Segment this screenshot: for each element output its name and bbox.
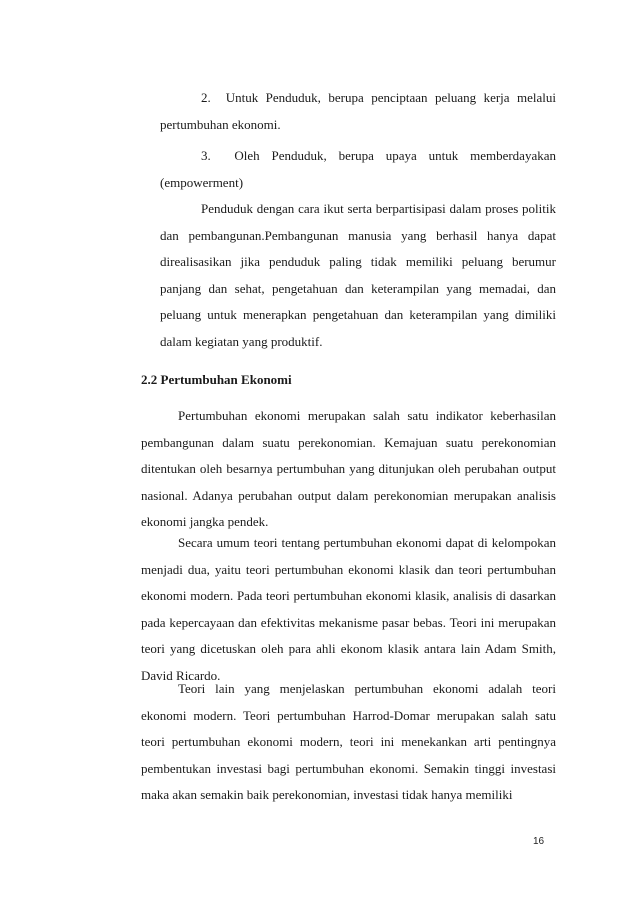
list-item-2-number: 2. bbox=[201, 90, 211, 105]
continuation-paragraph: Penduduk dengan cara ikut serta berpartisipasi dalam proses politik dan pembangunan.Pembangunan manusia yang berhasil hanya dapat direalisasikan jika penduduk paling tidak memiliki peluang berumur panjang dan sehat, pengetahuan dan keterampilan yang memadai, dan peluang untuk menerapkan pengetahuan dan keterampilan yang dimiliki dalam kegiatan yang produktif. bbox=[160, 201, 556, 349]
list-item-2 bbox=[160, 85, 556, 138]
paragraph-3: Teori lain yang menjelaskan pertumbuhan ekonomi adalah teori ekonomi modern. Teori pertumbuhan Harrod-Domar merupakan salah satu teori pertumbuhan ekonomi modern, teori ini menekankan arti pentingnya pembentukan investasi bagi pertumbuhan ekonomi. Semakin tinggi investasi maka akan semakin baik perekonomian, investasi tidak hanya memiliki bbox=[141, 681, 556, 803]
list-item-3 bbox=[160, 143, 556, 196]
list-item-3-number: 3. bbox=[201, 148, 211, 163]
paragraph-1: Pertumbuhan ekonomi merupakan salah satu indikator keberhasilan pembangunan dalam suatu perekonomian. Kemajuan suatu perekonomian ditentukan oleh besarnya pertumbuhan yang ditunjukan oleh perubahan output nasional. Adanya perubahan output dalam perekonomian merupakan analisis ekonomi jangka pendek. bbox=[141, 408, 556, 530]
list-item-3-text: Oleh Penduduk, berupa upaya untuk memberdayakan (empowerment) bbox=[160, 148, 556, 190]
page-number: 16 bbox=[533, 836, 545, 847]
paragraph-2: Secara umum teori tentang pertumbuhan ekonomi dapat di kelompokan menjadi dua, yaitu teori pertumbuhan ekonomi klasik dan teori pertumbuhan ekonomi modern. Pada teori pertumbuhan ekonomi klasik, analisis di dasarkan pada kepercayaan dan efektivitas mekanisme pasar bebas. Teori ini merupakan teori yang dicetuskan oleh para ahli ekonom klasik antara lain Adam Smith, David Ricardo. bbox=[141, 535, 556, 683]
list-item-2-text: Untuk Penduduk, berupa penciptaan peluang kerja melalui pertumbuhan ekonomi. bbox=[160, 90, 557, 132]
section-heading: 2.2 Pertumbuhan Ekonomi bbox=[141, 372, 292, 387]
